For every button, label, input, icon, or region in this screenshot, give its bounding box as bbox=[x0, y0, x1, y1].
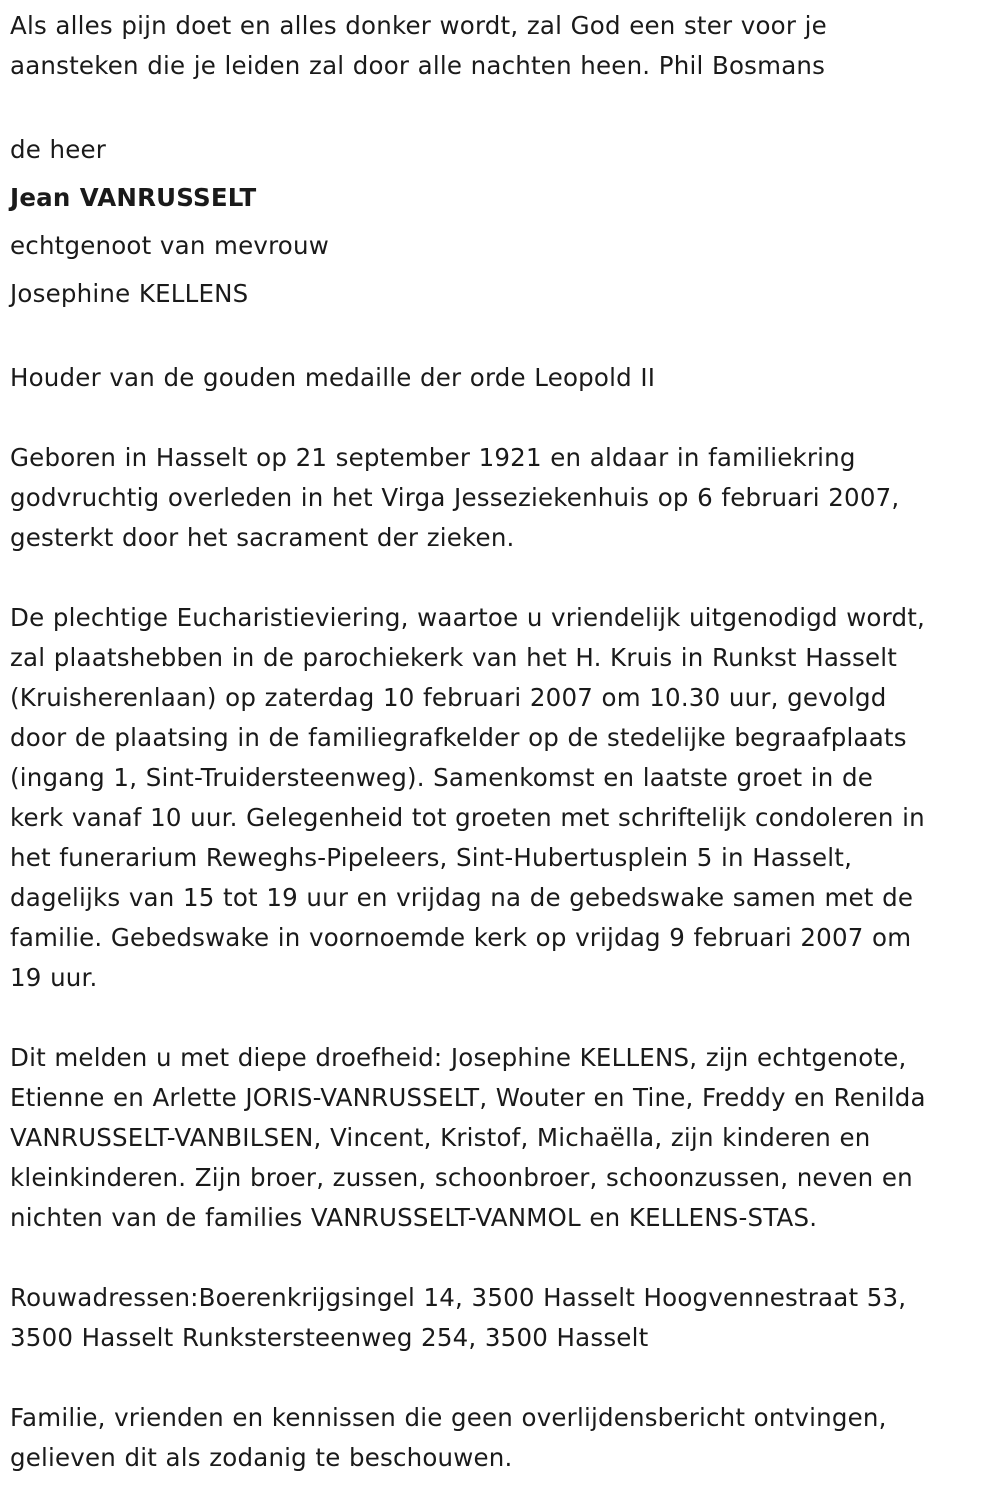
obituary-document bbox=[10, 6, 990, 1478]
spacer bbox=[10, 318, 990, 358]
paragraph-line: 19 uur. bbox=[10, 963, 98, 992]
closing-paragraph bbox=[10, 1398, 990, 1478]
honor-paragraph bbox=[10, 358, 990, 398]
deceased-name: Jean VANRUSSELT bbox=[10, 183, 257, 212]
spacer bbox=[10, 1358, 990, 1398]
paragraph-line: gesterkt door het sacrament der zieken. bbox=[10, 523, 515, 552]
quote-line: aansteken die je leiden zal door alle nachten heen. Phil Bosmans bbox=[10, 51, 826, 80]
paragraph-line: door de plaatsing in de familiegrafkelder op de stedelijke begraafplaats bbox=[10, 723, 907, 752]
ceremony-paragraph bbox=[10, 598, 990, 998]
paragraph-line: Geboren in Hasselt op 21 september 1921 en aldaar in familiekring bbox=[10, 443, 856, 472]
spacer bbox=[10, 998, 990, 1038]
spouse-name: Josephine KELLENS bbox=[10, 279, 249, 308]
paragraph-line: VANRUSSELT-VANBILSEN, Vincent, Kristof, Michaëlla, zijn kinderen en bbox=[10, 1123, 871, 1152]
spacer bbox=[10, 398, 990, 438]
paragraph-line: zal plaatshebben in de parochiekerk van het H. Kruis in Runkst Hasselt bbox=[10, 643, 898, 672]
quote-paragraph bbox=[10, 6, 990, 86]
paragraph-line: Dit melden u met diepe droefheid: Josephine KELLENS, zijn echtgenote, bbox=[10, 1043, 907, 1072]
paragraph-line: gelieven dit als zodanig te beschouwen. bbox=[10, 1443, 513, 1472]
birth-death-paragraph bbox=[10, 438, 990, 558]
paragraph-line: Etienne en Arlette JORIS-VANRUSSELT, Wouter en Tine, Freddy en Renilda bbox=[10, 1083, 926, 1112]
paragraph-line: kerk vanaf 10 uur. Gelegenheid tot groeten met schriftelijk condoleren in bbox=[10, 803, 925, 832]
spacer bbox=[10, 558, 990, 598]
addresses-paragraph bbox=[10, 1278, 990, 1358]
honor-text: Houder van de gouden medaille der orde Leopold II bbox=[10, 363, 656, 392]
family-paragraph bbox=[10, 1038, 990, 1238]
paragraph-line: Familie, vrienden en kennissen die geen overlijdensbericht ontvingen, bbox=[10, 1403, 887, 1432]
paragraph-line: 3500 Hasselt Runkstersteenweg 254, 3500 Hasselt bbox=[10, 1323, 649, 1352]
paragraph-line: het funerarium Reweghs-Pipeleers, Sint-Hubertusplein 5 in Hasselt, bbox=[10, 843, 853, 872]
paragraph-line: (Kruisherenlaan) op zaterdag 10 februari 2007 om 10.30 uur, gevolgd bbox=[10, 683, 887, 712]
quote-line: Als alles pijn doet en alles donker wordt, zal God een ster voor je bbox=[10, 11, 827, 40]
paragraph-line: De plechtige Eucharistieviering, waartoe u vriendelijk uitgenodigd wordt, bbox=[10, 603, 926, 632]
paragraph-line: kleinkinderen. Zijn broer, zussen, schoonbroer, schoonzussen, neven en bbox=[10, 1163, 913, 1192]
spacer bbox=[10, 1238, 990, 1278]
paragraph-line: Rouwadressen:Boerenkrijgsingel 14, 3500 Hasselt Hoogvennestraat 53, bbox=[10, 1283, 907, 1312]
paragraph-line: godvruchtig overleden in het Virga Jesseziekenhuis op 6 februari 2007, bbox=[10, 483, 900, 512]
paragraph-line: dagelijks van 15 tot 19 uur en vrijdag na de gebedswake samen met de bbox=[10, 883, 914, 912]
paragraph-line: nichten van de families VANRUSSELT-VANMOL en KELLENS-STAS. bbox=[10, 1203, 818, 1232]
deceased-title: de heer bbox=[10, 135, 107, 164]
spouse-label: echtgenoot van mevrouw bbox=[10, 231, 329, 260]
paragraph-line: (ingang 1, Sint-Truidersteenweg). Samenkomst en laatste groet in de bbox=[10, 763, 873, 792]
spacer bbox=[10, 86, 990, 126]
paragraph-line: familie. Gebedswake in voornoemde kerk op vrijdag 9 februari 2007 om bbox=[10, 923, 912, 952]
deceased-block bbox=[10, 126, 990, 318]
